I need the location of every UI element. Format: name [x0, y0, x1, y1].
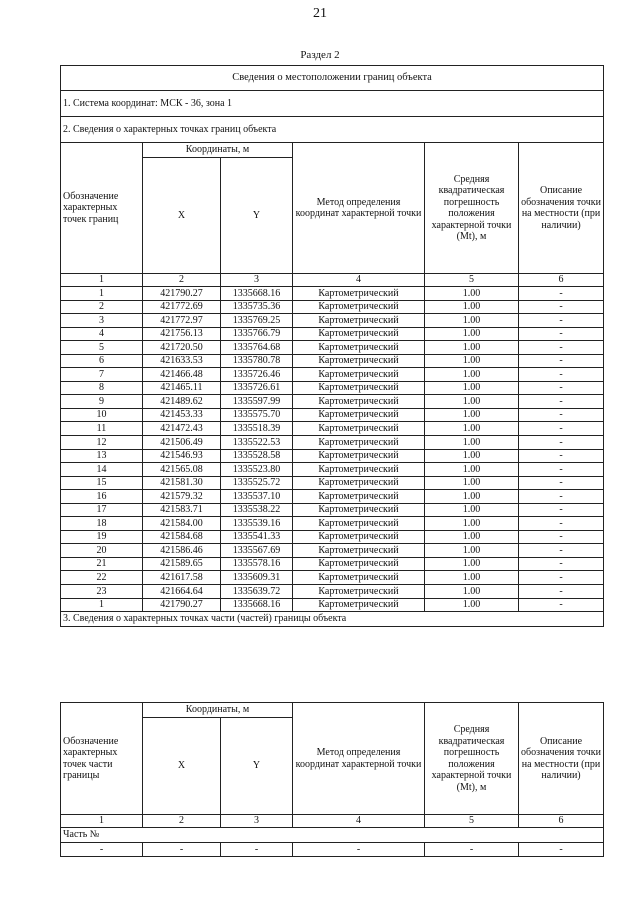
table-cell: 1.00 — [425, 354, 519, 368]
table-cell: Картометрический — [293, 368, 425, 382]
table-cell: Картометрический — [293, 354, 425, 368]
table-cell: 421453.33 — [143, 408, 221, 422]
table-cell: 14 — [61, 463, 143, 477]
table-cell: - — [519, 287, 604, 301]
table-cell: 1 — [61, 598, 143, 612]
table-cell: 421589.65 — [143, 557, 221, 571]
column-number: 6 — [519, 274, 604, 287]
table-cell: Картометрический — [293, 571, 425, 585]
header-description: Описание обозначения точки на местности (при наличии) — [519, 143, 604, 274]
table-cell: 12 — [61, 436, 143, 450]
table-cell: 5 — [61, 341, 143, 355]
table-cell: 1335575.70 — [221, 408, 293, 422]
table-cell: 1.00 — [425, 585, 519, 599]
table-cell: 421506.49 — [143, 436, 221, 450]
table-row — [61, 436, 604, 450]
column-number: 2 — [143, 274, 221, 287]
table-title: Сведения о местоположении границ объекта — [61, 66, 604, 91]
table-cell: 1335538.22 — [221, 503, 293, 517]
table-cell: 421584.68 — [143, 530, 221, 544]
page-number: 21 — [313, 6, 327, 21]
table-cell: 421579.32 — [143, 490, 221, 504]
table-cell: 1335578.16 — [221, 557, 293, 571]
table-cell: 421586.46 — [143, 544, 221, 558]
table-cell: - — [61, 843, 143, 857]
table-row — [61, 314, 604, 328]
table-cell: Картометрический — [293, 408, 425, 422]
table-cell: - — [519, 354, 604, 368]
table-cell: 1.00 — [425, 422, 519, 436]
column-number: 3 — [221, 815, 293, 828]
table-cell: Картометрический — [293, 422, 425, 436]
table-cell: 421465.11 — [143, 381, 221, 395]
table-cell: 1335541.33 — [221, 530, 293, 544]
table-row — [61, 368, 604, 382]
table-row — [61, 585, 604, 599]
table-cell: 1335726.61 — [221, 381, 293, 395]
table-cell: 1.00 — [425, 381, 519, 395]
part-label: Часть № — [61, 828, 604, 843]
header-designation: Обозначение характерных точек границ — [61, 143, 143, 274]
table-cell: 17 — [61, 503, 143, 517]
table-row — [61, 327, 604, 341]
table-cell: - — [519, 381, 604, 395]
table-cell: Картометрический — [293, 598, 425, 612]
table-cell: 13 — [61, 449, 143, 463]
table-cell: Картометрический — [293, 544, 425, 558]
table-cell: 1335525.72 — [221, 476, 293, 490]
table-cell: 421565.08 — [143, 463, 221, 477]
column-number: 5 — [425, 815, 519, 828]
table-cell: 6 — [61, 354, 143, 368]
table-cell: 1335780.78 — [221, 354, 293, 368]
table-cell: 16 — [61, 490, 143, 504]
table-cell: 1.00 — [425, 287, 519, 301]
table-cell: 1.00 — [425, 436, 519, 450]
table-cell: 1.00 — [425, 476, 519, 490]
table-cell: 23 — [61, 585, 143, 599]
table-row — [61, 354, 604, 368]
table-cell: 1.00 — [425, 517, 519, 531]
table-cell: 1335609.31 — [221, 571, 293, 585]
table-cell: - — [519, 585, 604, 599]
table-cell: 1335668.16 — [221, 287, 293, 301]
table-cell: 421583.71 — [143, 503, 221, 517]
table-cell: 421772.69 — [143, 300, 221, 314]
table-cell: - — [519, 476, 604, 490]
table-cell: Картометрический — [293, 490, 425, 504]
table-row — [61, 571, 604, 585]
table-cell: 22 — [61, 571, 143, 585]
table-cell: 421772.97 — [143, 314, 221, 328]
table-cell: 421756.13 — [143, 327, 221, 341]
column-number: 5 — [425, 274, 519, 287]
table-cell: - — [519, 449, 604, 463]
table-cell: Картометрический — [293, 300, 425, 314]
table-cell: - — [519, 314, 604, 328]
table-cell: 1335528.58 — [221, 449, 293, 463]
table-cell: 10 — [61, 408, 143, 422]
table-cell: 1.00 — [425, 490, 519, 504]
table-cell: 7 — [61, 368, 143, 382]
header-y: Y — [221, 158, 293, 274]
column-number: 1 — [61, 274, 143, 287]
table-cell: 19 — [61, 530, 143, 544]
table-cell: 18 — [61, 517, 143, 531]
header-description: Описание обозначения точки на местности (при наличии) — [519, 703, 604, 815]
table-row — [61, 490, 604, 504]
table-cell: 1335537.10 — [221, 490, 293, 504]
table-cell: 1.00 — [425, 449, 519, 463]
table-cell: Картометрический — [293, 314, 425, 328]
table-cell: Картометрический — [293, 436, 425, 450]
part-points-table — [60, 702, 604, 857]
table-cell: - — [519, 341, 604, 355]
table-cell: Картометрический — [293, 585, 425, 599]
table-cell: 1.00 — [425, 557, 519, 571]
table-cell: - — [425, 843, 519, 857]
column-number: 3 — [221, 274, 293, 287]
header-designation-parts: Обозначение характерных точек части границы — [61, 703, 143, 815]
table-cell: 421617.58 — [143, 571, 221, 585]
table-cell: 1335597.99 — [221, 395, 293, 409]
table-row — [61, 287, 604, 301]
table-cell: 1.00 — [425, 368, 519, 382]
table-cell: Картометрический — [293, 517, 425, 531]
table-cell: Картометрический — [293, 463, 425, 477]
table-cell: 1335539.16 — [221, 517, 293, 531]
table-cell: 421581.30 — [143, 476, 221, 490]
table-cell: Картометрический — [293, 530, 425, 544]
table-cell: - — [519, 463, 604, 477]
table-cell: - — [519, 368, 604, 382]
table-cell: - — [519, 530, 604, 544]
table-cell: 1335766.79 — [221, 327, 293, 341]
table-cell: 421633.53 — [143, 354, 221, 368]
header-method: Метод определения координат характерной точки — [293, 703, 425, 815]
column-number: 4 — [293, 274, 425, 287]
column-number: 6 — [519, 815, 604, 828]
table-cell: Картометрический — [293, 557, 425, 571]
table-row — [61, 300, 604, 314]
section-label: Раздел 2 — [300, 49, 340, 61]
table-row — [61, 449, 604, 463]
header-accuracy: Средняя квадратическая погрешность положения характерной точки (Mt), м — [425, 703, 519, 815]
header-x: X — [143, 158, 221, 274]
table-row — [61, 422, 604, 436]
boundary-points-table — [60, 65, 604, 627]
table-cell: 421466.48 — [143, 368, 221, 382]
table-cell: 421584.00 — [143, 517, 221, 531]
table-cell: 1335523.80 — [221, 463, 293, 477]
table-row — [61, 408, 604, 422]
table-cell: 20 — [61, 544, 143, 558]
table-cell: 1335726.46 — [221, 368, 293, 382]
table-cell: - — [519, 544, 604, 558]
table-row — [61, 843, 604, 857]
table-cell: - — [143, 843, 221, 857]
table-cell: 1.00 — [425, 598, 519, 612]
column-number: 1 — [61, 815, 143, 828]
table-cell: - — [519, 436, 604, 450]
table-cell: Картометрический — [293, 449, 425, 463]
table-cell: 1335668.16 — [221, 598, 293, 612]
table-cell: 21 — [61, 557, 143, 571]
table-cell: 1.00 — [425, 571, 519, 585]
table-cell: - — [519, 408, 604, 422]
header-accuracy: Средняя квадратическая погрешность положения характерной точки (Mt), м — [425, 143, 519, 274]
table-cell: 1.00 — [425, 463, 519, 477]
table-cell: - — [519, 300, 604, 314]
header-coordinates: Координаты, м — [143, 143, 293, 158]
header-x: X — [143, 718, 221, 815]
table-cell: 1.00 — [425, 544, 519, 558]
table-cell: - — [221, 843, 293, 857]
table-cell: 1335522.53 — [221, 436, 293, 450]
table-cell: 1.00 — [425, 300, 519, 314]
table-cell: - — [293, 843, 425, 857]
header-method: Метод определения координат характерной точки — [293, 143, 425, 274]
table-cell: 1 — [61, 287, 143, 301]
table-cell: - — [519, 327, 604, 341]
table-cell: - — [519, 571, 604, 585]
table-cell: 1.00 — [425, 530, 519, 544]
table-cell: 421790.27 — [143, 598, 221, 612]
table-cell: 421720.50 — [143, 341, 221, 355]
table-cell: 8 — [61, 381, 143, 395]
table-cell: 1.00 — [425, 341, 519, 355]
table-cell: - — [519, 557, 604, 571]
header-coordinates: Координаты, м — [143, 703, 293, 718]
table-cell: Картометрический — [293, 327, 425, 341]
table-cell: 421546.93 — [143, 449, 221, 463]
table-cell: 421472.43 — [143, 422, 221, 436]
table-row — [61, 463, 604, 477]
table-cell: Картометрический — [293, 395, 425, 409]
table-cell: 1.00 — [425, 503, 519, 517]
table-row — [61, 395, 604, 409]
table-cell: 1.00 — [425, 327, 519, 341]
table-cell: 421664.64 — [143, 585, 221, 599]
table-cell: 1335735.36 — [221, 300, 293, 314]
column-numbers-row — [61, 815, 604, 828]
table-cell: Картометрический — [293, 381, 425, 395]
table-row — [61, 381, 604, 395]
column-number: 2 — [143, 815, 221, 828]
table-cell: - — [519, 395, 604, 409]
table-cell: Картометрический — [293, 503, 425, 517]
table-cell: 1335518.39 — [221, 422, 293, 436]
table-cell: - — [519, 517, 604, 531]
table-cell: 11 — [61, 422, 143, 436]
table-cell: - — [519, 598, 604, 612]
header-y: Y — [221, 718, 293, 815]
table-cell: 1.00 — [425, 408, 519, 422]
table-row — [61, 544, 604, 558]
table-cell: 9 — [61, 395, 143, 409]
table-cell: 2 — [61, 300, 143, 314]
table-cell: 3 — [61, 314, 143, 328]
table-row — [61, 598, 604, 612]
table-cell: - — [519, 503, 604, 517]
table-cell: Картометрический — [293, 476, 425, 490]
table-cell: 421790.27 — [143, 287, 221, 301]
table-row — [61, 341, 604, 355]
table-cell: 421489.62 — [143, 395, 221, 409]
table-cell: - — [519, 422, 604, 436]
table-cell: 1335769.25 — [221, 314, 293, 328]
table-row — [61, 476, 604, 490]
table-cell: Картометрический — [293, 287, 425, 301]
table-row — [61, 557, 604, 571]
table-row — [61, 517, 604, 531]
table-row — [61, 530, 604, 544]
table-cell: 1.00 — [425, 395, 519, 409]
points-heading: 2. Сведения о характерных точках границ объекта — [61, 117, 604, 143]
column-numbers-row — [61, 274, 604, 287]
table-cell: 15 — [61, 476, 143, 490]
table-cell: Картометрический — [293, 341, 425, 355]
column-number: 4 — [293, 815, 425, 828]
table-row — [61, 503, 604, 517]
parts-heading: 3. Сведения о характерных точках части (частей) границы объекта — [61, 612, 604, 627]
table-cell: 1335639.72 — [221, 585, 293, 599]
table-cell: 1335764.68 — [221, 341, 293, 355]
table-cell: 1.00 — [425, 314, 519, 328]
table-cell: - — [519, 490, 604, 504]
table-cell: 4 — [61, 327, 143, 341]
coord-system: 1. Система координат: МСК - 36, зона 1 — [61, 91, 604, 117]
table-cell: - — [519, 843, 604, 857]
table-cell: 1335567.69 — [221, 544, 293, 558]
